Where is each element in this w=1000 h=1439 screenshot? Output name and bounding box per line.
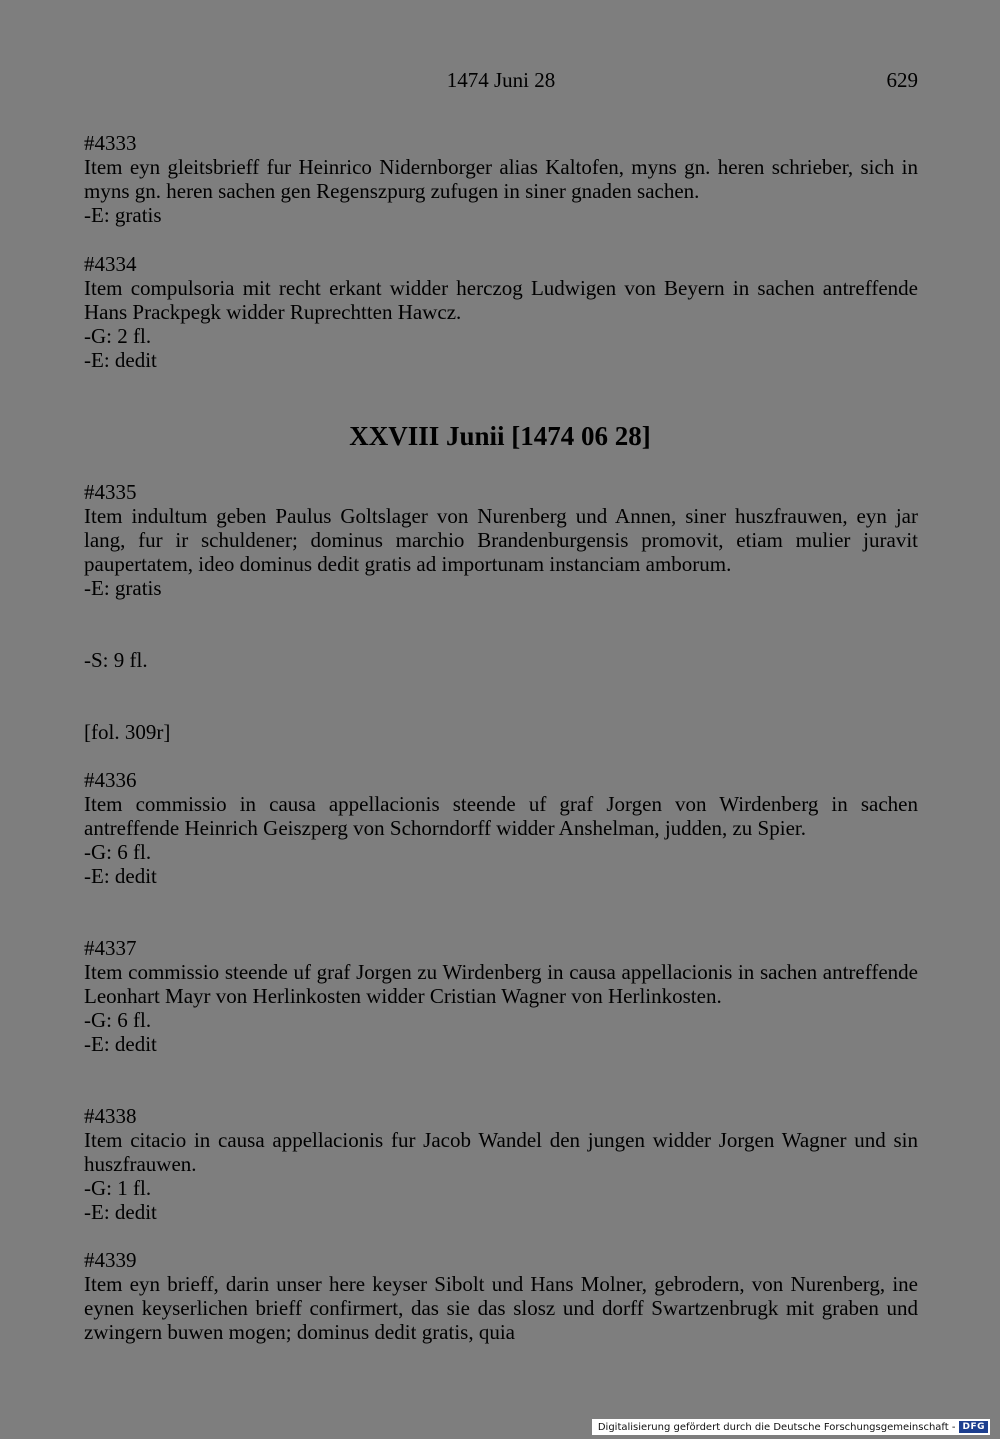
entry-number: #4339	[84, 1248, 137, 1272]
entry-4335	[84, 480, 918, 600]
sum-line: -S: 9 fl.	[84, 648, 148, 672]
entry-fee: -E: gratis	[84, 576, 162, 600]
entry-fee: -G: 6 fl.	[84, 1008, 152, 1032]
entry-4339	[84, 1248, 918, 1344]
entry-text: Item indultum geben Paulus Goltslager von Nurenberg und Annen, siner huszfrauwen, eyn jar lang, fur ir schuldener; dominus marchio Brandenburgensis promovit, etiam mulier juravit paupertatem, ideo dominus dedit gratis ad importunam instanciam amborum.	[84, 504, 918, 576]
entry-fee: -E: gratis	[84, 203, 162, 227]
entry-fee: -E: dedit	[84, 348, 157, 372]
entry-fee: -E: dedit	[84, 1200, 157, 1224]
entry-number: #4337	[84, 936, 137, 960]
entry-text: Item commissio steende uf graf Jorgen zu Wirdenberg in causa appellacionis in sachen antreffende Leonhart Mayr von Herlinkosten widder Cristian Wagner von Herlinkosten.	[84, 960, 918, 1008]
entry-text: Item compulsoria mit recht erkant widder herczog Ludwigen von Beyern in sachen antreffende Hans Prackpegk widder Ruprechtten Hawcz.	[84, 276, 918, 324]
entry-number: #4336	[84, 768, 137, 792]
entry-text: Item eyn brieff, darin unser here keyser Sibolt und Hans Molner, gebrodern, von Nurenberg, ine eynen keyserlichen brieff confirmert, das sie das slosz und dorff Swartzenbrugk mit graben und zwingern buwen mogen; dominus dedit gratis, quia	[84, 1272, 918, 1344]
date-heading: XXVIII Junii [1474 06 28]	[349, 421, 651, 451]
dfg-logo: DFG	[959, 1421, 988, 1433]
entry-4333	[84, 131, 918, 227]
entry-text: Item citacio in causa appellacionis fur Jacob Wandel den jungen widder Jorgen Wagner und sin huszfrauwen.	[84, 1128, 918, 1176]
dfg-footer	[592, 1419, 990, 1435]
entry-fee: -G: 6 fl.	[84, 840, 152, 864]
entry-text: Item commissio in causa appellacionis steende uf graf Jorgen von Wirdenberg in sachen antreffende Heinrich Geiszperg von Schorndorff widder Anshelman, judden, zu Spier.	[84, 792, 918, 840]
folio-marker: [fol. 309r]	[84, 720, 171, 744]
entry-number: #4334	[84, 252, 137, 276]
footer-text: Digitalisierung gefördert durch die Deutsche Forschungsgemeinschaft -	[597, 1421, 956, 1433]
entry-4337	[84, 936, 918, 1056]
entry-number: #4333	[84, 131, 137, 155]
entry-fee: -E: dedit	[84, 1032, 157, 1056]
entry-4336	[84, 768, 918, 888]
page-number: 629	[886, 68, 918, 92]
entry-fee: -G: 2 fl.	[84, 324, 152, 348]
entry-fee: -E: dedit	[84, 864, 157, 888]
entry-number: #4335	[84, 480, 137, 504]
entry-text: Item eyn gleitsbrieff fur Heinrico Nidernborger alias Kaltofen, myns gn. heren schrieber, sich in myns gn. heren sachen gen Regenszpurg zufugen in siner gnaden sachen.	[84, 155, 918, 203]
entry-fee: -G: 1 fl.	[84, 1176, 152, 1200]
page-header	[84, 68, 918, 98]
entry-number: #4338	[84, 1104, 137, 1128]
entry-4338	[84, 1104, 918, 1224]
entry-4334	[84, 252, 918, 372]
running-title: 1474 Juni 28	[446, 68, 556, 92]
